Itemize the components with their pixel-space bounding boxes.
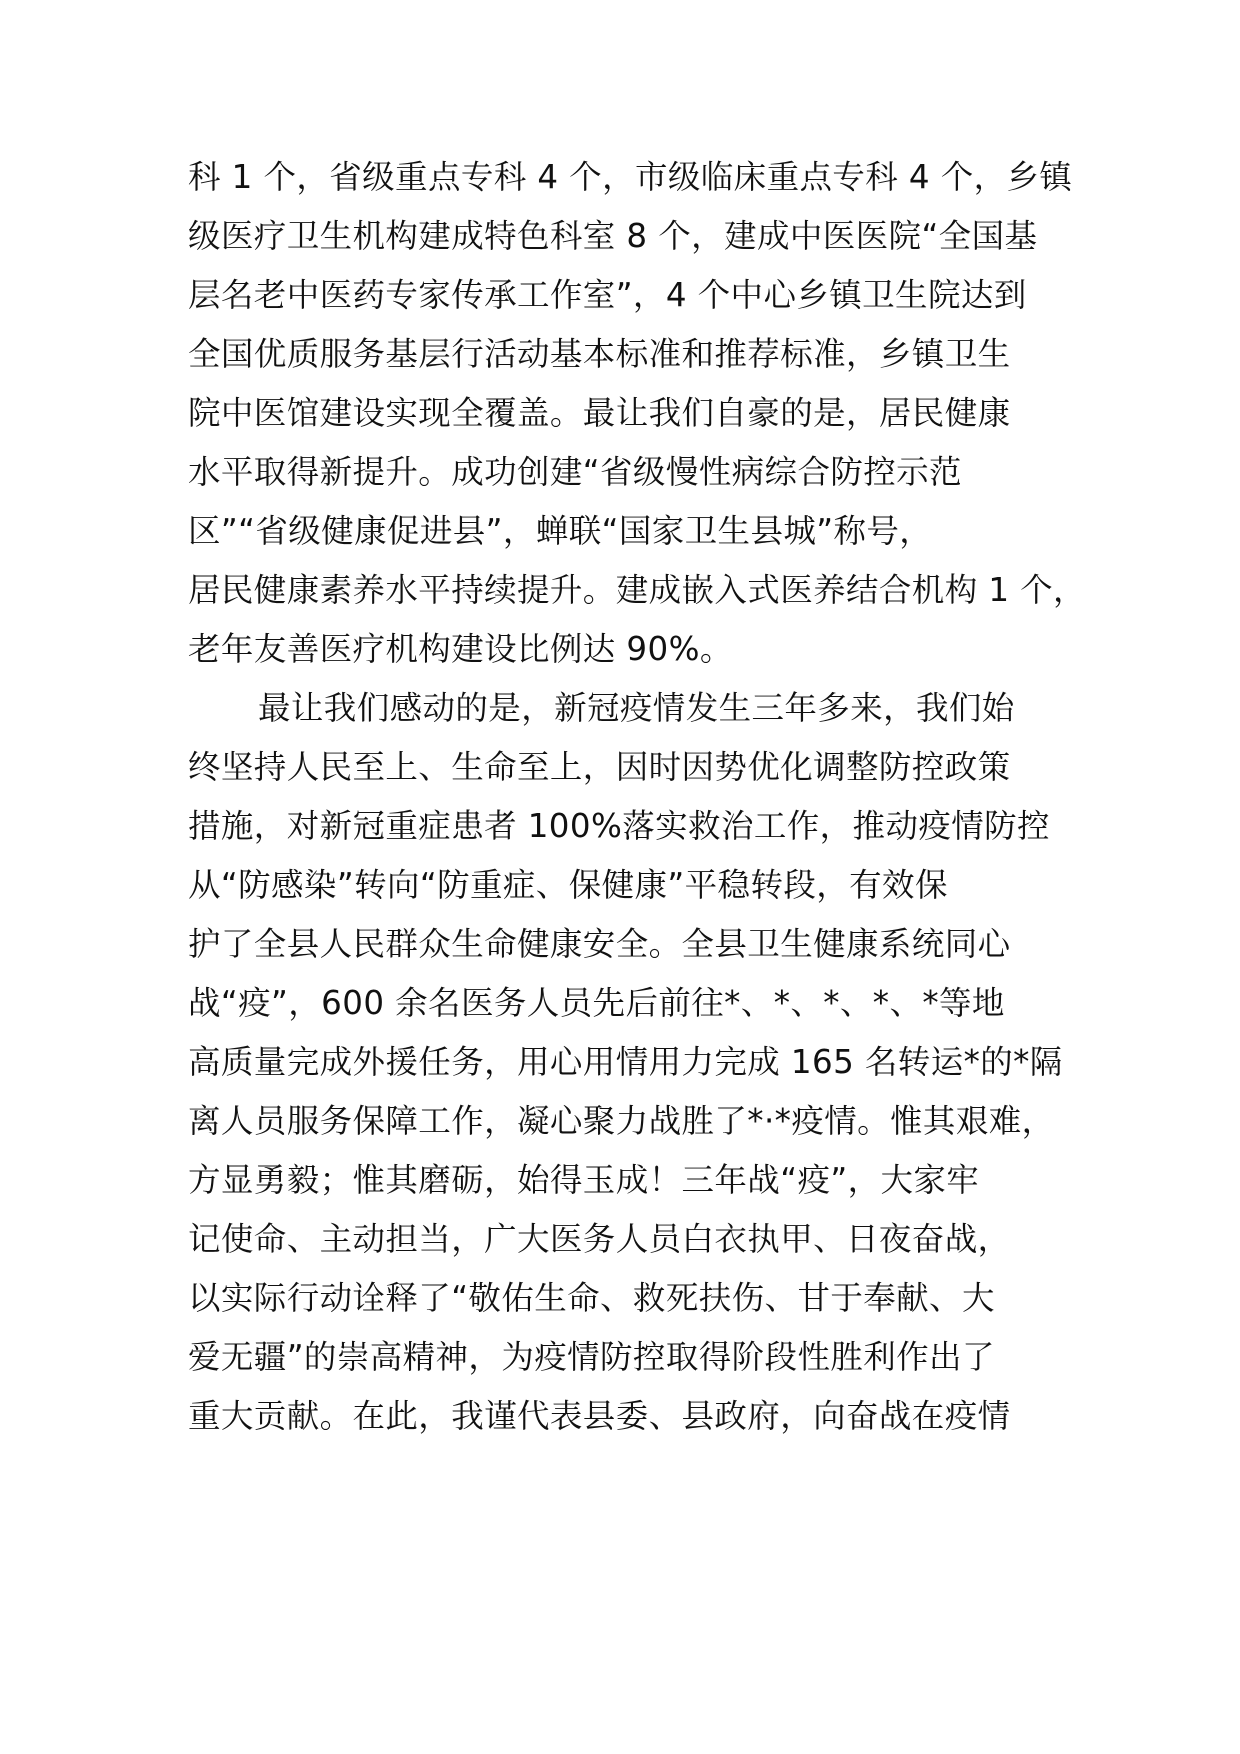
text-line: 水平取得新提升。成功创建“省级慢性病综合防控示范 (188, 453, 962, 491)
text-line: 记使命、主动担当，广大医务人员白衣执甲、日夜奋战， (188, 1220, 1011, 1258)
text-line: 层名老中医药专家传承工作室”，4 个中心乡镇卫生院达到 (188, 276, 1027, 314)
paragraph-first-line: 最让我们感动的是，新冠疫情发生三年多来，我们始 (258, 689, 1015, 727)
text-line: 高质量完成外援任务，用心用情用力完成 165 名转运*的*隔 (188, 1043, 1063, 1081)
text-line: 措施，对新冠重症患者 100%落实救治工作，推动疫情防控 (188, 807, 1050, 845)
text-line: 护了全县人民群众生命健康安全。全县卫生健康系统同心 (188, 925, 1011, 963)
text-line: 重大贡献。在此，我谨代表县委、县政府，向奋战在疫情 (188, 1397, 1011, 1435)
text-line: 从“防感染”转向“防重症、保健康”平稳转段，有效保 (188, 866, 948, 904)
text-line: 级医疗卫生机构建成特色科室 8 个，建成中医医院“全国基 (188, 217, 1038, 255)
text-line: 区”“省级健康促进县”，蝉联“国家卫生县城”称号， (188, 512, 933, 550)
text-line: 战“疫”，600 余名医务人员先后前往*、*、*、*、*等地 (188, 984, 1005, 1022)
text-line: 爱无疆”的崇高精神，为疫情防控取得阶段性胜利作出了 (188, 1338, 995, 1376)
text-line: 院中医馆建设实现全覆盖。最让我们自豪的是，居民健康 (188, 394, 1011, 432)
text-line: 老年友善医疗机构建设比例达 90%。 (188, 630, 733, 668)
text-line: 全国优质服务基层行活动基本标准和推荐标准，乡镇卫生 (188, 335, 1011, 373)
text-line: 方显勇毅；惟其磨砺，始得玉成！三年战“疫”，大家牢 (188, 1161, 980, 1199)
text-line: 以实际行动诠释了“敬佑生命、救死扶伤、甘于奉献、大 (188, 1279, 995, 1317)
text-line: 终坚持人民至上、生命至上，因时因势优化调整防控政策 (188, 748, 1011, 786)
text-line: 离人员服务保障工作，凝心聚力战胜了*·*疫情。惟其艰难， (188, 1102, 1055, 1140)
text-line: 科 1 个，省级重点专科 4 个，市级临床重点专科 4 个，乡镇 (188, 158, 1073, 196)
text-line: 居民健康素养水平持续提升。建成嵌入式医养结合机构 1 个， (188, 571, 1086, 609)
